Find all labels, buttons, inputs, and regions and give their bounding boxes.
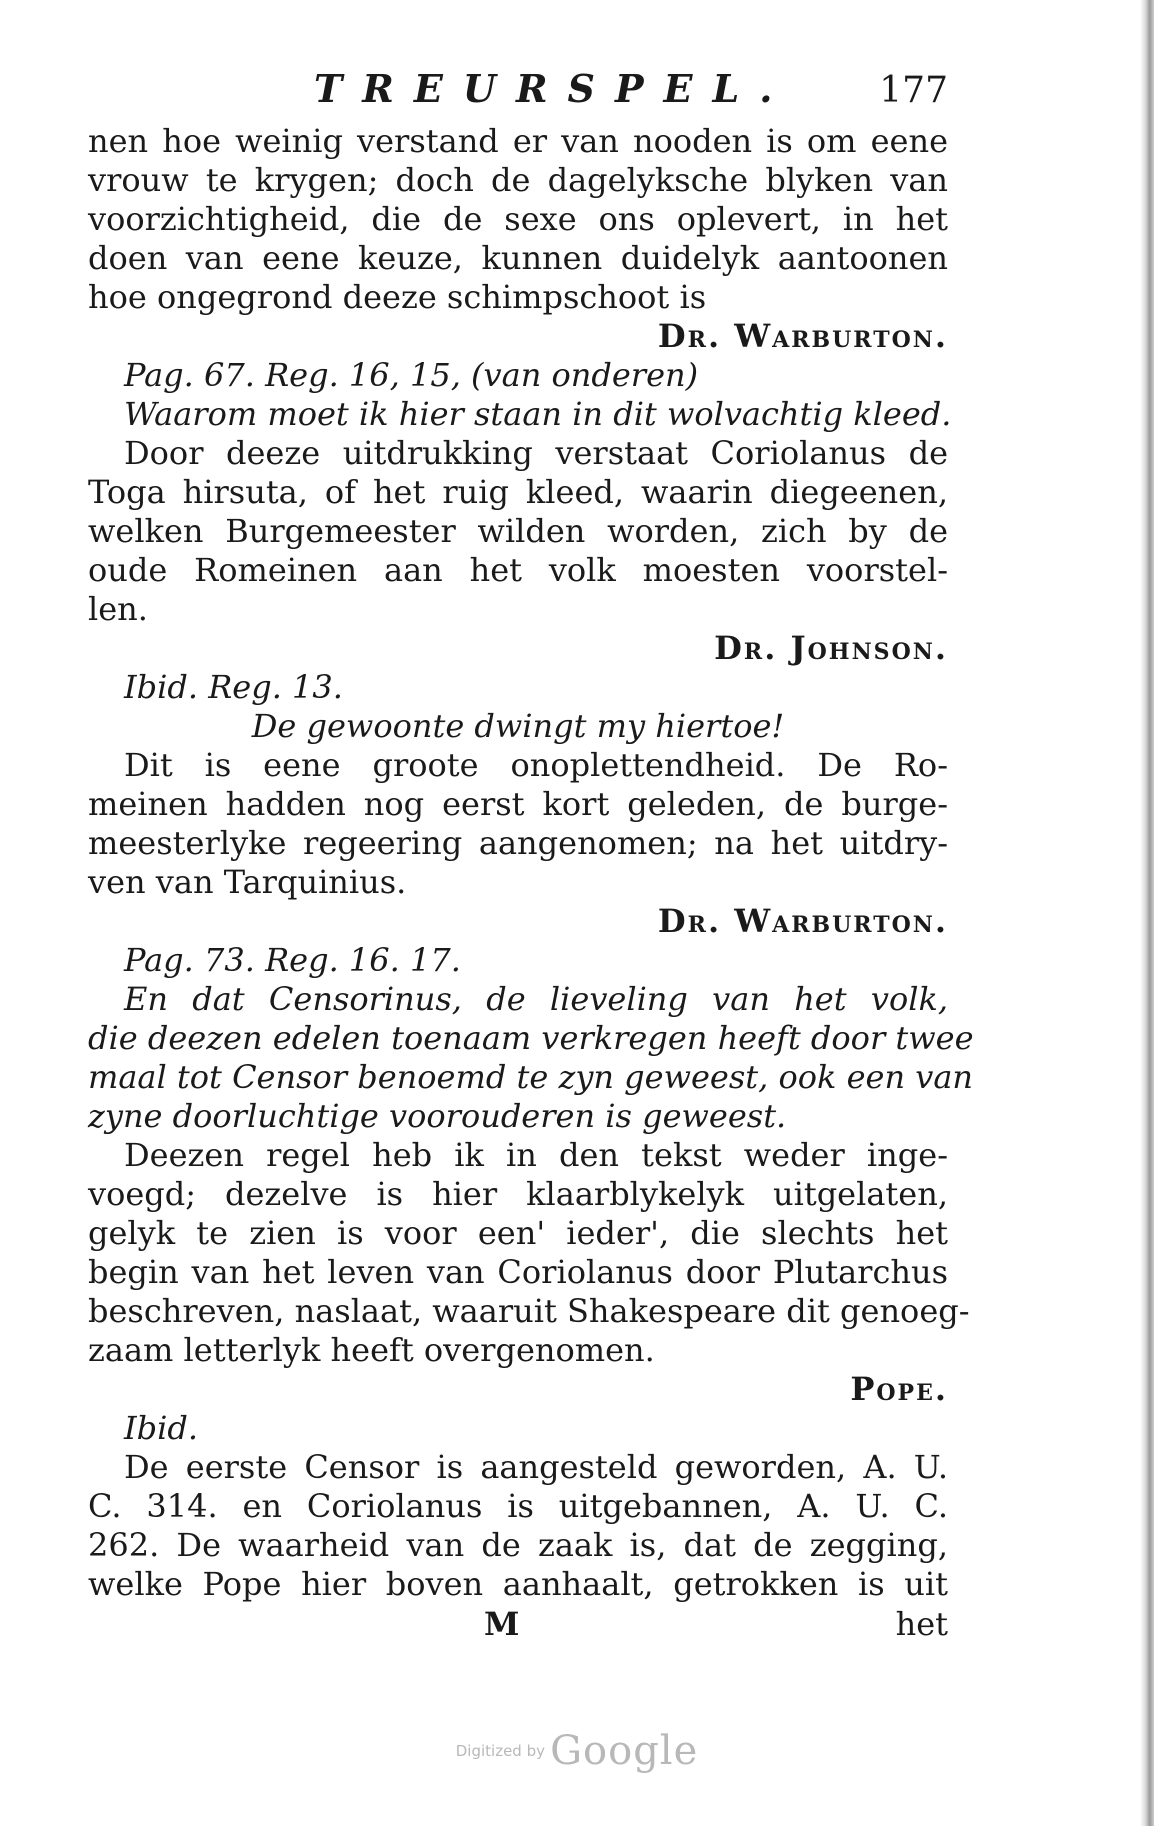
text-line: len. <box>88 590 148 628</box>
google-logo: Google <box>550 1728 699 1774</box>
page-footer <box>88 1604 948 1644</box>
text-line: nen hoe weinig verstand er van nooden is om eene <box>88 122 948 160</box>
text-line: zaam letterlyk heeft overgenomen. <box>88 1331 655 1369</box>
text-line: maal tot Censor benoemd te zyn geweest, ook een van <box>88 1058 973 1096</box>
signature-line: Dr. Johnson. <box>714 629 948 667</box>
text-line: De eerste Censor is aangesteld geworden, A. U. <box>124 1448 948 1486</box>
running-head <box>88 60 948 122</box>
text-line: zyne doorluchtige voorouderen is geweest. <box>88 1097 787 1135</box>
text-line: hoe ongegrond deeze schimpschoot is <box>88 278 707 316</box>
page-edge-shadow <box>1140 0 1154 1826</box>
text-line: welke Pope hier boven aanhaalt, getrokken is uit <box>88 1565 948 1603</box>
running-title: TREURSPEL. <box>314 66 793 111</box>
text-line: begin van het leven van Coriolanus door Plutarchus <box>88 1253 948 1291</box>
text-line: Ibid. Reg. 13. <box>124 668 343 706</box>
catchword: het <box>895 1605 948 1643</box>
text-line: Toga hirsuta, of het ruig kleed, waarin diegeenen, <box>88 473 948 511</box>
text-line: Dit is eene groote onoplettendheid. De Ro- <box>124 746 948 784</box>
text-line: En dat Censorinus, de lieveling van het volk, <box>124 980 948 1018</box>
digitization-watermark <box>0 1728 1154 1774</box>
signature-line: Dr. Warburton. <box>657 902 948 940</box>
text-line: Deezen regel heb ik in den tekst weder inge- <box>124 1136 948 1174</box>
text-line: die deezen edelen toenaam verkregen heeft door twee <box>88 1019 974 1057</box>
text-line: Pag. 73. Reg. 16. 17. <box>124 941 461 979</box>
text-line: voorzichtigheid, die de sexe ons oplevert, in het <box>88 200 948 238</box>
text-line: Door deeze uitdrukking verstaat Coriolanus de <box>124 434 948 472</box>
text-line: vrouw te krygen; doch de dagelyksche blyken van <box>88 161 948 199</box>
text-line: doen van eene keuze, kunnen duidelyk aantoonen <box>88 239 948 277</box>
watermark-prefix: Digitized by <box>455 1742 545 1760</box>
text-line: meesterlyke regeering aangenomen; na het uitdry- <box>88 824 948 862</box>
text-line: oude Romeinen aan het volk moesten voorstel- <box>88 551 948 589</box>
text-line: beschreven, naslaat, waaruit Shakespeare dit genoeg- <box>88 1292 970 1330</box>
text-line: Waarom moet ik hier staan in dit wolvachtig kleed. <box>124 395 952 433</box>
text-line: welken Burgemeester wilden worden, zich by de <box>88 512 948 550</box>
text-line: 262. De waarheid van de zaak is, dat de zegging, <box>88 1526 948 1564</box>
signature-line: Dr. Warburton. <box>657 317 948 355</box>
text-line: Pag. 67. Reg. 16, 15, (van onderen) <box>124 356 699 394</box>
text-line: ven van Tarquinius. <box>88 863 407 901</box>
body-text <box>88 122 974 1604</box>
text-line: Ibid. <box>124 1409 199 1447</box>
text-line: meinen hadden nog eerst kort geleden, de burge- <box>88 785 948 823</box>
text-line: C. 314. en Coriolanus is uitgebannen, A. U. C. <box>88 1487 948 1525</box>
signature-line: Pope. <box>850 1370 948 1408</box>
text-line: De gewoonte dwingt my hiertoe! <box>251 707 785 745</box>
page-number: 177 <box>879 70 948 111</box>
text-line: gelyk te zien is voor een' ieder', die slechts het <box>88 1214 948 1252</box>
text-line: voegd; dezelve is hier klaarblykelyk uitgelaten, <box>88 1175 948 1213</box>
page-text <box>88 60 974 1644</box>
signature-mark: M <box>484 1605 520 1643</box>
